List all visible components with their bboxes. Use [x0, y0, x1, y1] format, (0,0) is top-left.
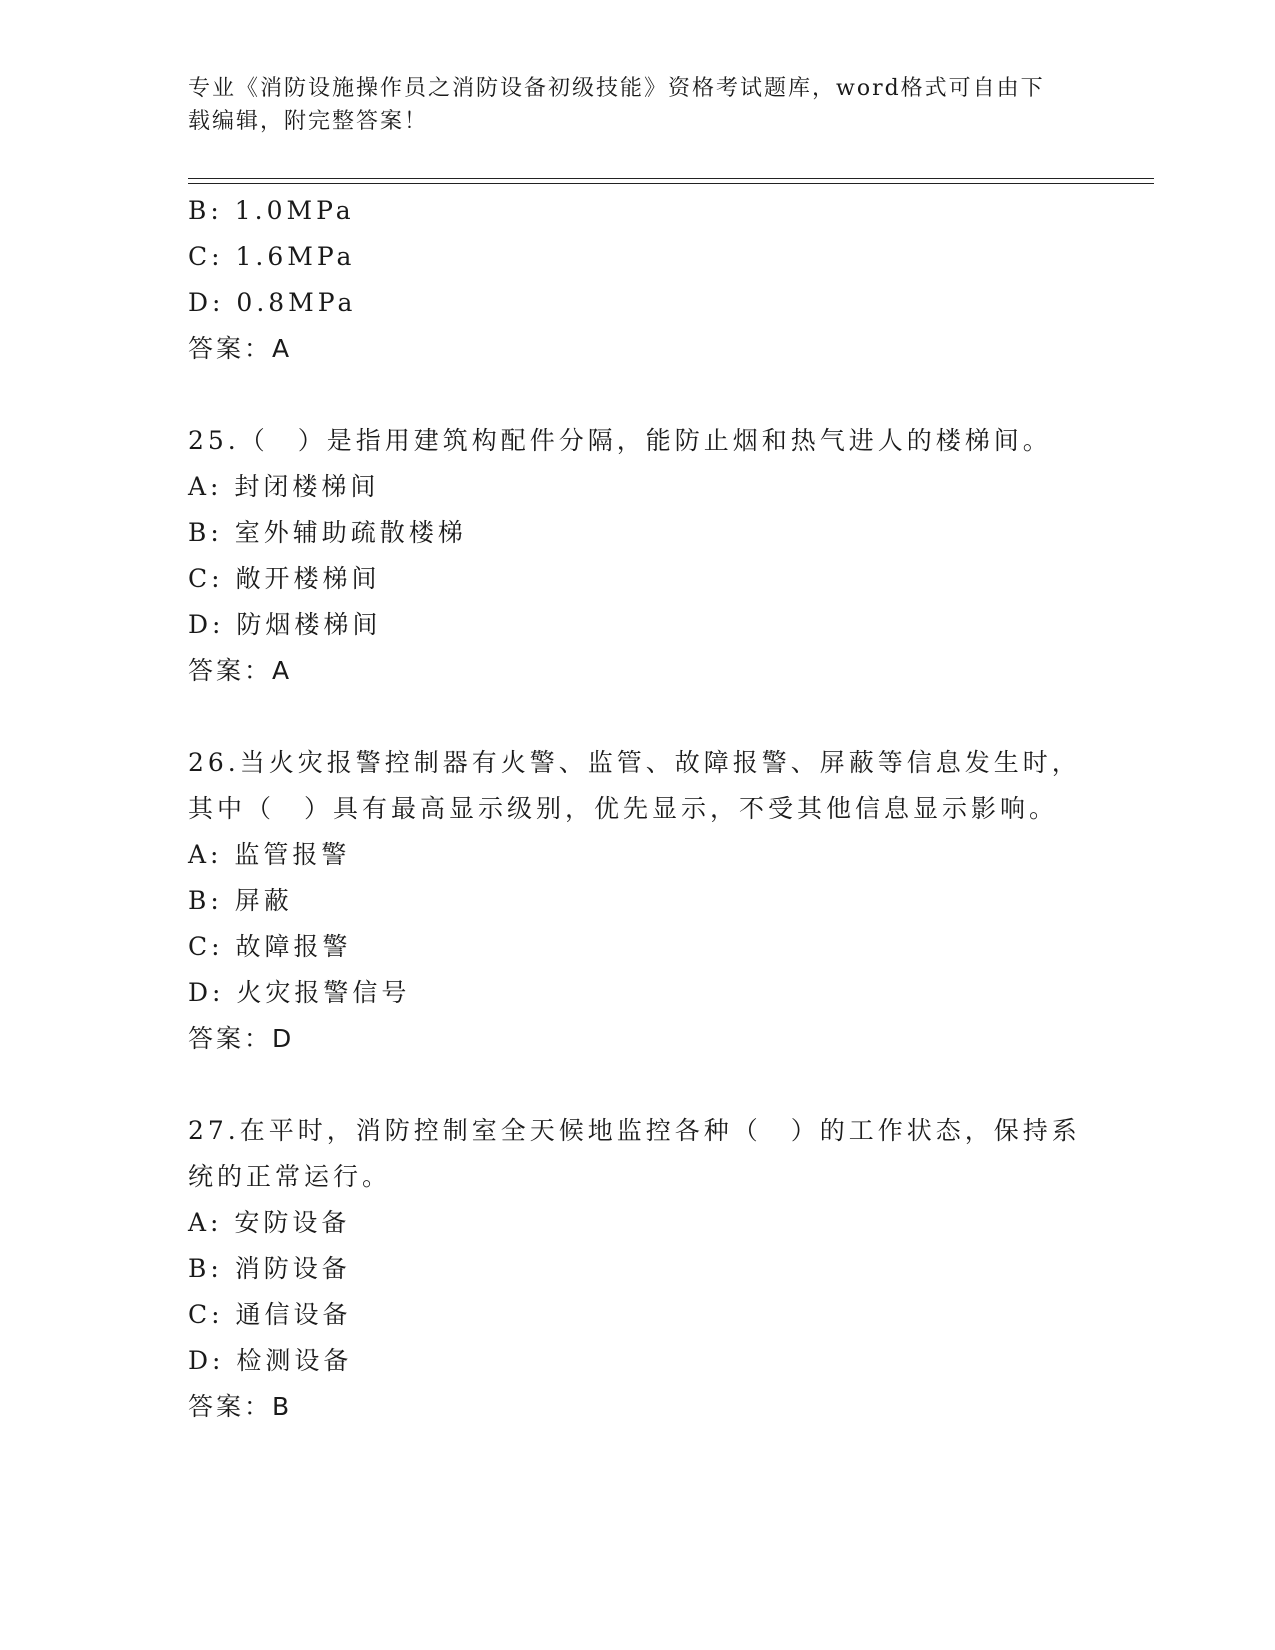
spacer — [188, 1062, 1088, 1108]
question-text-line-2: 统的正常运行。 — [188, 1162, 392, 1191]
answer-line: 答案：D — [188, 1024, 295, 1053]
spacer — [188, 372, 1088, 418]
option-b: B: 屏蔽 — [188, 886, 293, 915]
option-d: D: 0.8MPa — [188, 288, 357, 317]
answer-line: 答案：A — [188, 656, 293, 685]
question-list — [188, 188, 1088, 1430]
spacer — [188, 694, 1088, 740]
question-text: 25.（ ）是指用建筑构配件分隔，能防止烟和热气进人的楼梯间。 — [188, 426, 1052, 455]
option-b: B: 消防设备 — [188, 1254, 351, 1283]
option-c: C: 敞开楼梯间 — [188, 564, 381, 593]
question-text-line-1: 27.在平时，消防控制室全天候地监控各种（ ）的工作状态，保持系 — [188, 1116, 1081, 1145]
option-d: D: 火灾报警信号 — [188, 978, 411, 1007]
option-b: B: 室外辅助疏散楼梯 — [188, 518, 467, 547]
header-divider-bottom — [188, 183, 1154, 184]
option-c: C: 通信设备 — [188, 1300, 352, 1329]
document-header — [188, 72, 1088, 138]
header-line-2: 载编辑，附完整答案！ — [188, 109, 429, 134]
question-25 — [188, 418, 1088, 694]
question-24 — [188, 188, 1088, 372]
header-line-1: 专业《消防设施操作员之消防设备初级技能》资格考试题库，word格式可自由下 — [188, 76, 1045, 101]
option-d: D: 防烟楼梯间 — [188, 610, 382, 639]
question-26 — [188, 740, 1088, 1062]
option-c: C: 故障报警 — [188, 932, 352, 961]
question-27 — [188, 1108, 1088, 1430]
option-b: B: 1.0MPa — [188, 196, 355, 225]
header-divider-top — [188, 178, 1154, 179]
option-a: A: 监管报警 — [188, 840, 351, 869]
answer-line: 答案：B — [188, 1392, 293, 1421]
option-d: D: 检测设备 — [188, 1346, 353, 1375]
option-a: A: 安防设备 — [188, 1208, 351, 1237]
option-c: C: 1.6MPa — [188, 242, 356, 271]
question-text-line-1: 26.当火灾报警控制器有火警、监管、故障报警、屏蔽等信息发生时， — [188, 748, 1081, 777]
option-a: A: 封闭楼梯间 — [188, 472, 380, 501]
question-text-line-2: 其中（ ）具有最高显示级别，优先显示，不受其他信息显示影响。 — [188, 794, 1059, 823]
answer-line: 答案：A — [188, 334, 293, 363]
